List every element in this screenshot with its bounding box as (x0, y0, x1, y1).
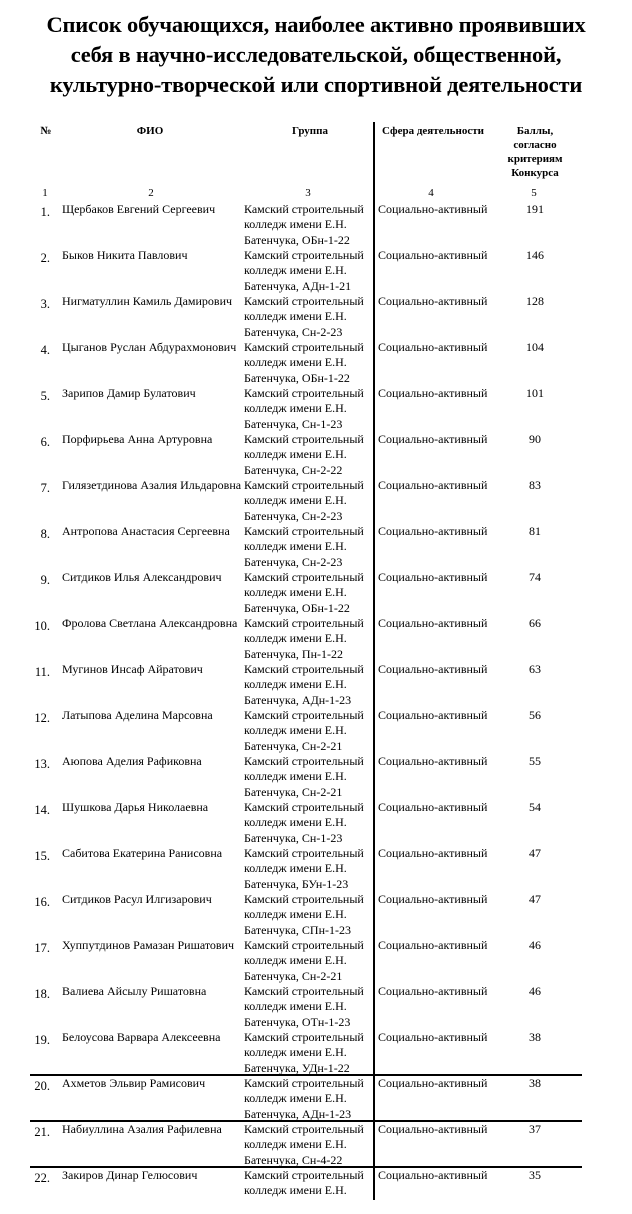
table-row (0, 1122, 632, 1168)
row-group: Камский строительный колледж имени Е.Н. Батенчука, ОТн-1-23 (244, 984, 364, 1029)
row-activity: Социально-активный (378, 1076, 488, 1090)
row-activity: Социально-активный (378, 202, 488, 216)
row-fio: Ситдиков Илья Александрович (62, 570, 222, 584)
row-points: 146 (526, 248, 544, 262)
column-number: 2 (148, 187, 154, 199)
header-points (498, 124, 572, 180)
row-group: Камский строительный колледж имени Е.Н. Батенчука, АДн-1-23 (244, 662, 364, 707)
row-activity: Социально-активный (378, 616, 488, 630)
row-fio: Шушкова Дарья Николаевна (62, 800, 209, 814)
row-group: Камский строительный колледж имени Е.Н. Батенчука, Сн-2-23 (244, 478, 364, 523)
table-row (0, 524, 632, 570)
row-points: 101 (526, 386, 544, 400)
row-group: Камский строительный колледж имени Е.Н. Батенчука, БУн-1-23 (244, 846, 364, 891)
row-fio: Цыганов Руслан Абдурахмонович (62, 340, 237, 354)
row-fio: Набиуллина Азалия Рафилевна (62, 1122, 222, 1136)
table-row (0, 708, 632, 754)
table-row (0, 892, 632, 938)
row-number: 3. (40, 297, 50, 311)
row-points: 191 (526, 202, 544, 216)
row-activity: Социально-активный (378, 1122, 488, 1136)
row-number: 11. (34, 665, 50, 679)
table-row (0, 984, 632, 1030)
column-number: 4 (428, 187, 434, 199)
row-group: Камский строительный колледж имени Е.Н. Батенчука, Сн-2-23 (244, 524, 364, 569)
row-number: 1. (40, 205, 50, 219)
row-group: Камский строительный колледж имени Е.Н. Батенчука, СПн-1-23 (244, 892, 364, 937)
row-group: Камский строительный колледж имени Е.Н. Батенчука, Сн-4-22 (244, 1122, 364, 1167)
table-row (0, 432, 632, 478)
title-line-1: Список обучающихся, наиболее активно проявивших (46, 12, 586, 37)
row-number: 10. (34, 619, 50, 633)
row-number: 20. (34, 1079, 50, 1093)
table-row (0, 340, 632, 386)
row-group: Камский строительный колледж имени Е.Н. Батенчука, ОБн-1-22 (244, 340, 364, 385)
row-group: Камский строительный колледж имени Е.Н. Батенчука, Пн-1-22 (244, 616, 364, 661)
table-row (0, 294, 632, 340)
row-number: 18. (34, 987, 50, 1001)
row-activity: Социально-активный (378, 800, 488, 814)
row-group: Камский строительный колледж имени Е.Н. Батенчука, АДн-1-23 (244, 1076, 364, 1121)
row-activity: Социально-активный (378, 984, 488, 998)
row-number: 21. (34, 1125, 50, 1139)
row-number: 2. (40, 251, 50, 265)
row-number: 4. (40, 343, 50, 357)
row-activity: Социально-активный (378, 938, 488, 952)
row-group: Камский строительный колледж имени Е.Н. Батенчука, Сн-1-23 (244, 386, 364, 431)
row-points: 66 (529, 616, 541, 630)
header-points-line-4: Конкурса (511, 167, 559, 179)
row-points: 83 (529, 478, 541, 492)
row-points: 128 (526, 294, 544, 308)
row-fio: Хуппутдинов Рамазан Ришатович (62, 938, 235, 952)
table-row (0, 570, 632, 616)
row-number: 12. (34, 711, 50, 725)
row-number: 14. (34, 803, 50, 817)
row-group: Камский строительный колледж имени Е.Н. Батенчука, АДн-1-21 (244, 248, 364, 293)
row-points: 46 (529, 938, 541, 952)
row-fio: Сабитова Екатерина Ранисовна (62, 846, 223, 860)
table-row (0, 662, 632, 708)
table-row (0, 616, 632, 662)
row-fio: Мугинов Инсаф Айратович (62, 662, 203, 676)
row-points: 37 (529, 1122, 541, 1136)
row-activity: Социально-активный (378, 524, 488, 538)
header-points-line-3: критериям (507, 153, 563, 165)
row-group: Камский строительный колледж имени Е.Н. Батенчука, Сн-2-21 (244, 938, 364, 983)
row-fio: Ситдиков Расул Илгизарович (62, 892, 212, 906)
row-fio: Фролова Светлана Александровна (62, 616, 238, 630)
row-group: Камский строительный колледж имени Е.Н. Батенчука, Сн-1-23 (244, 800, 364, 845)
row-number: 6. (40, 435, 50, 449)
row-points: 47 (529, 892, 541, 906)
title-line-2: себя в научно-исследовательской, общественной, (70, 42, 562, 67)
row-group: Камский строительный колледж имени Е.Н. Батенчука, УДн-1-22 (244, 1030, 364, 1075)
table-row (0, 754, 632, 800)
header-group: Группа (292, 125, 328, 137)
row-number: 17. (34, 941, 50, 955)
row-activity: Социально-активный (378, 1168, 488, 1182)
row-fio: Нигматуллин Камиль Дамирович (62, 294, 233, 308)
column-number: 1 (42, 187, 48, 199)
row-number: 15. (34, 849, 50, 863)
table-row (0, 800, 632, 846)
row-points: 81 (529, 524, 541, 538)
table-row (0, 478, 632, 524)
table-row (0, 248, 632, 294)
header-points-line-1: Баллы, (516, 125, 554, 137)
row-number: 22. (34, 1171, 50, 1185)
row-points: 38 (529, 1076, 541, 1090)
row-fio: Латыпова Аделина Марсовна (62, 708, 213, 722)
table-row (0, 1030, 632, 1076)
row-fio: Валиева Айсылу Ришатовна (62, 984, 207, 998)
row-points: 54 (529, 800, 541, 814)
row-activity: Социально-активный (378, 846, 488, 860)
row-group: Камский строительный колледж имени Е.Н. Батенчука, ОБн-1-22 (244, 202, 364, 247)
header-num: № (40, 125, 52, 137)
page-title (0, 10, 632, 100)
header-fio: ФИО (136, 125, 164, 137)
row-group: Камский строительный колледж имени Е.Н. (244, 1168, 364, 1198)
row-number: 13. (34, 757, 50, 771)
row-activity: Социально-активный (378, 662, 488, 676)
row-group: Камский строительный колледж имени Е.Н. Батенчука, ОБн-1-22 (244, 570, 364, 615)
row-activity: Социально-активный (378, 294, 488, 308)
row-group: Камский строительный колледж имени Е.Н. Батенчука, Сн-2-22 (244, 432, 364, 477)
table-row (0, 202, 632, 248)
row-fio: Зарипов Дамир Булатович (62, 386, 196, 400)
row-points: 63 (529, 662, 541, 676)
column-number: 5 (531, 187, 537, 199)
row-points: 35 (529, 1168, 541, 1182)
row-number: 19. (34, 1033, 50, 1047)
row-fio: Белоусова Варвара Алексеевна (62, 1030, 221, 1044)
row-number: 16. (34, 895, 50, 909)
row-activity: Социально-активный (378, 708, 488, 722)
row-fio: Антропова Анастасия Сергеевна (62, 524, 230, 538)
row-points: 90 (529, 432, 541, 446)
table-row (0, 1168, 632, 1214)
row-number: 5. (40, 389, 50, 403)
row-activity: Социально-активный (378, 754, 488, 768)
row-group: Камский строительный колледж имени Е.Н. Батенчука, Сн-2-21 (244, 708, 364, 753)
row-activity: Социально-активный (378, 432, 488, 446)
row-points: 74 (529, 570, 541, 584)
table-row (0, 386, 632, 432)
row-points: 38 (529, 1030, 541, 1044)
row-activity: Социально-активный (378, 570, 488, 584)
row-number: 8. (40, 527, 50, 541)
row-points: 56 (529, 708, 541, 722)
column-number: 3 (305, 187, 311, 199)
table-row (0, 1076, 632, 1122)
row-fio: Порфирьева Анна Артуровна (62, 432, 213, 446)
row-activity: Социально-активный (378, 892, 488, 906)
row-number: 9. (40, 573, 50, 587)
row-activity: Социально-активный (378, 248, 488, 262)
row-group: Камский строительный колледж имени Е.Н. Батенчука, Сн-2-23 (244, 294, 364, 339)
row-activity: Социально-активный (378, 478, 488, 492)
row-activity: Социально-активный (378, 1030, 488, 1044)
row-points: 55 (529, 754, 541, 768)
row-group: Камский строительный колледж имени Е.Н. Батенчука, Сн-2-21 (244, 754, 364, 799)
row-fio: Аюпова Аделия Рафиковна (62, 754, 202, 768)
header-points-line-2: согласно (513, 139, 557, 151)
row-fio: Ахметов Эльвир Рамисович (62, 1076, 206, 1090)
row-fio: Щербаков Евгений Сергеевич (62, 202, 216, 216)
table-row (0, 938, 632, 984)
row-points: 46 (529, 984, 541, 998)
row-points: 104 (526, 340, 544, 354)
row-fio: Гилязетдинова Азалия Ильдаровна (62, 478, 242, 492)
row-fio: Быков Никита Павлович (62, 248, 188, 262)
table-row (0, 846, 632, 892)
row-activity: Социально-активный (378, 386, 488, 400)
row-activity: Социально-активный (378, 340, 488, 354)
row-fio: Закиров Динар Гелюсович (62, 1168, 198, 1182)
row-points: 47 (529, 846, 541, 860)
header-activity: Сфера деятельности (382, 125, 484, 137)
row-number: 7. (40, 481, 50, 495)
title-line-3: культурно-творческой или спортивной деятельности (49, 72, 583, 97)
